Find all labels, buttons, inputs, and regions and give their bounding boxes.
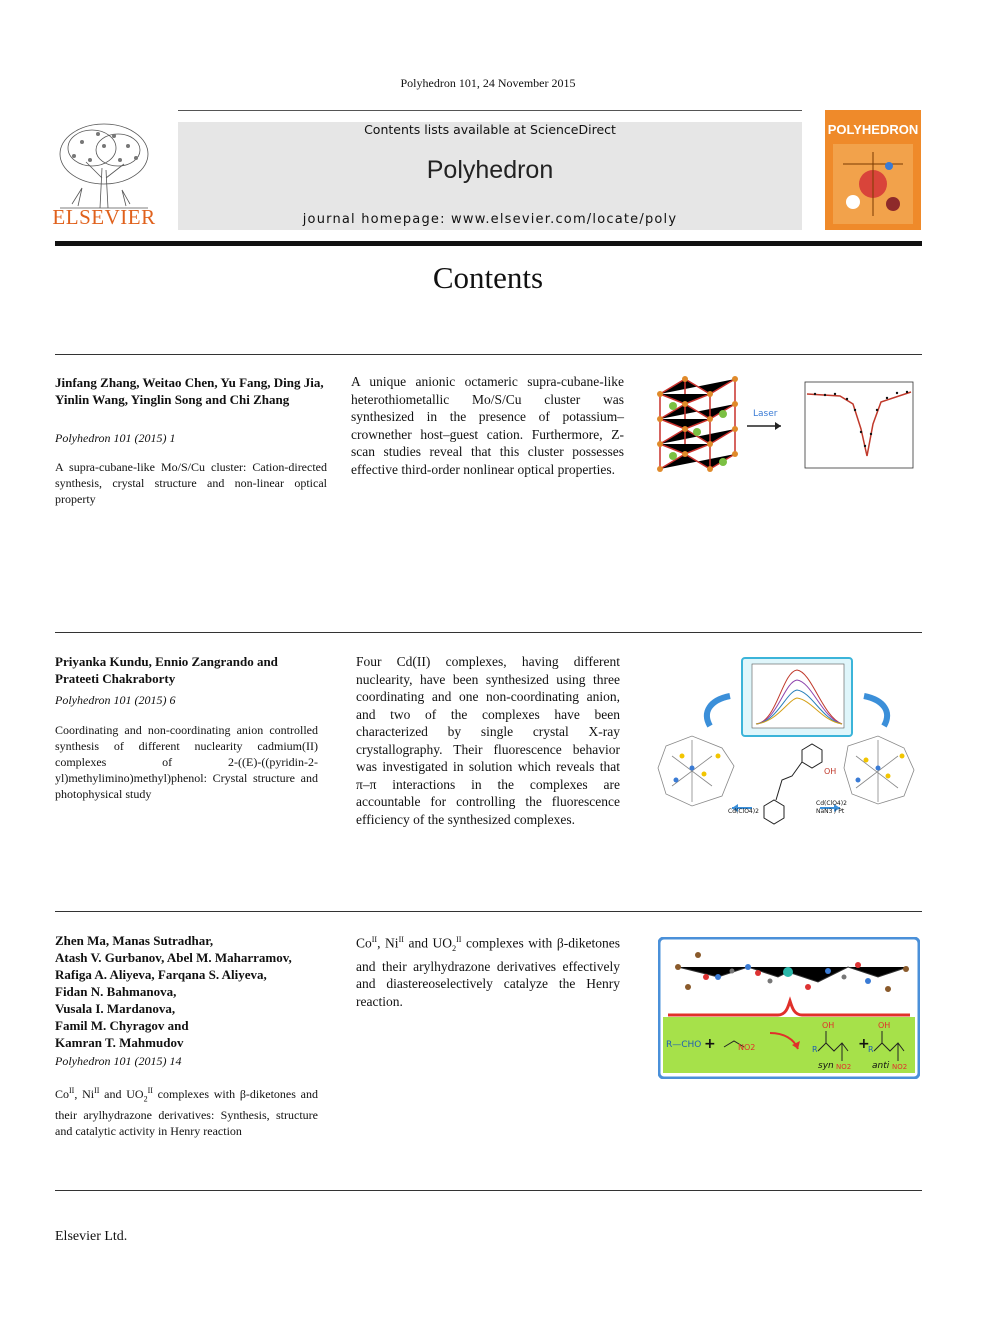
oh-label-syn: OH xyxy=(822,1021,835,1030)
article-1-title[interactable]: A supra-cubane-like Mo/S/Cu cluster: Cation-directed synthesis, crystal structure and non-linear optical property xyxy=(55,460,327,506)
article-3-abstract xyxy=(356,931,620,1010)
article-1-abstract: A unique anionic octameric supra-cubane-like heterothiometallic Mo/S/Cu cluster was synthesized in the presence of potassium–crownether host–guest cation. Furthermore, Z-scan studies reveal that this cluster possesses effective third-order nonlinear optical properties. xyxy=(351,374,624,477)
abstract-sup: II xyxy=(398,935,404,944)
author-line: Vusala I. Mardanova, xyxy=(55,1001,176,1016)
author-line: Atash V. Gurbanov, Abel M. Maharramov, xyxy=(55,950,292,965)
article-2-authors[interactable]: Priyanka Kundu, Ennio Zangrando and Prateeti Chakraborty xyxy=(55,654,278,686)
nitro-label-syn: NO2 xyxy=(836,1063,852,1071)
crystal-structure-icon xyxy=(655,374,920,484)
article-2-title[interactable]: Coordinating and non-coordinating anion controlled synthesis of different nuclearity cadmium(II) complexes of 2-((E)-((pyridin-2-yl)methylimino)methyl)phenol: Crystal structure and photophysical study xyxy=(55,723,318,801)
article-separator xyxy=(55,632,922,633)
journal-citation: Polyhedron 101, 24 November 2015 xyxy=(400,76,576,90)
oh-label: OH xyxy=(824,767,837,776)
cover-title: POLYHEDRON xyxy=(827,122,919,137)
author-line: Rafiga A. Aliyeva, Farqana S. Aliyeva, xyxy=(55,967,267,982)
journal-name: Polyhedron xyxy=(426,156,554,184)
journal-cover-image[interactable] xyxy=(825,110,921,230)
nitro-label: NO2 xyxy=(738,1043,756,1052)
article-3-authors[interactable] xyxy=(55,932,335,1051)
title-text: complexes with β-diketones and their arylhydrazone derivatives: Synthesis, structure and catalytic activity in Henry reaction xyxy=(55,1087,318,1139)
title-sup: II xyxy=(94,1086,100,1095)
oh-label-anti: OH xyxy=(878,1021,891,1030)
abstract-text: Co xyxy=(356,935,372,951)
henry-reaction-scheme-icon xyxy=(658,937,920,1079)
elsevier-wordmark: ELSEVIER xyxy=(52,205,156,229)
article-2-graphical-abstract[interactable] xyxy=(652,656,920,828)
r-label-anti: R xyxy=(868,1045,874,1054)
elsevier-logo[interactable] xyxy=(52,118,156,230)
title-sup: II xyxy=(69,1086,75,1095)
journal-homepage-link[interactable]: journal homepage: www.elsevier.com/locate/poly xyxy=(302,212,678,227)
author-line: Fidan N. Bahmanova, xyxy=(55,984,177,999)
abstract-sup: II xyxy=(456,935,462,944)
article-1-citation[interactable]: Polyhedron 101 (2015) 1 xyxy=(55,431,176,445)
cover-artwork-icon xyxy=(833,144,913,224)
title-text: and UO xyxy=(99,1087,144,1101)
article-separator xyxy=(55,354,922,355)
reagent-label-right: Cd(ClO4)2 NaN3 / Pt xyxy=(816,800,847,815)
article-1-graphical-abstract[interactable] xyxy=(655,374,920,484)
article-2-abstract: Four Cd(II) complexes, having different nuclearity, have been synthesized using three coordinating and one non-coordinating anion, and two of the complexes have been characterized by single crystal X-ray crystallography. Their fluorescence behavior was investigated in solution which reveals that π–π interactions in the complexes are accountable for controlling the fluorescence efficiency of the synthesized complexes. xyxy=(356,654,620,827)
title-sup: II xyxy=(147,1086,153,1095)
author-line: Famil M. Chyragov and xyxy=(55,1018,189,1033)
anti-label: anti xyxy=(872,1061,890,1071)
r-label-syn: R xyxy=(812,1045,818,1054)
article-3-citation[interactable]: Polyhedron 101 (2015) 14 xyxy=(55,1054,182,1068)
reagent-label-left: Cd(ClO4)2 xyxy=(728,808,759,815)
title-text: Co xyxy=(55,1087,70,1101)
tree-icon xyxy=(52,118,156,210)
article-separator xyxy=(55,1190,922,1191)
reactant-label: R—CHO xyxy=(666,1040,702,1050)
abstract-sup: II xyxy=(371,935,378,944)
journal-banner xyxy=(178,122,802,230)
plus-sign: + xyxy=(858,1036,870,1052)
author-line: Kamran T. Mahmudov xyxy=(55,1035,184,1050)
nitro-label-anti: NO2 xyxy=(892,1063,908,1071)
abstract-text: and UO xyxy=(403,935,453,951)
article-separator xyxy=(55,911,922,912)
abstract-text: , Ni xyxy=(377,935,399,951)
author-line: Zhen Ma, Manas Sutradhar, xyxy=(55,933,214,948)
header-thick-rule xyxy=(55,241,922,246)
fluorescence-scheme-icon xyxy=(652,656,920,828)
header-rule xyxy=(178,110,802,111)
page-title: Contents xyxy=(432,260,544,295)
article-1-authors[interactable]: Jinfang Zhang, Weitao Chen, Yu Fang, Ding Jia, Yinlin Wang, Yinglin Song and Chi Zhang xyxy=(55,375,324,407)
z-scan-plot xyxy=(805,382,913,468)
article-2-citation[interactable]: Polyhedron 101 (2015) 6 xyxy=(55,693,176,707)
contents-available-link[interactable]: Contents lists available at ScienceDirect xyxy=(364,122,616,137)
plus-sign: + xyxy=(704,1036,716,1052)
laser-label: Laser xyxy=(753,409,778,419)
abstract-sub: 2 xyxy=(452,944,457,954)
abstract-text: complexes with β-diketones and their arylhydrazone derivatives effectively and diastereoselectively catalyze the Henry reaction. xyxy=(356,935,620,1009)
syn-label: syn xyxy=(818,1061,834,1071)
title-text: , Ni xyxy=(74,1087,95,1101)
article-3-title[interactable] xyxy=(55,1083,318,1139)
title-sub: 2 xyxy=(143,1094,148,1104)
publisher-footer: Elsevier Ltd. xyxy=(55,1229,128,1244)
article-3-graphical-abstract[interactable] xyxy=(658,937,920,1079)
